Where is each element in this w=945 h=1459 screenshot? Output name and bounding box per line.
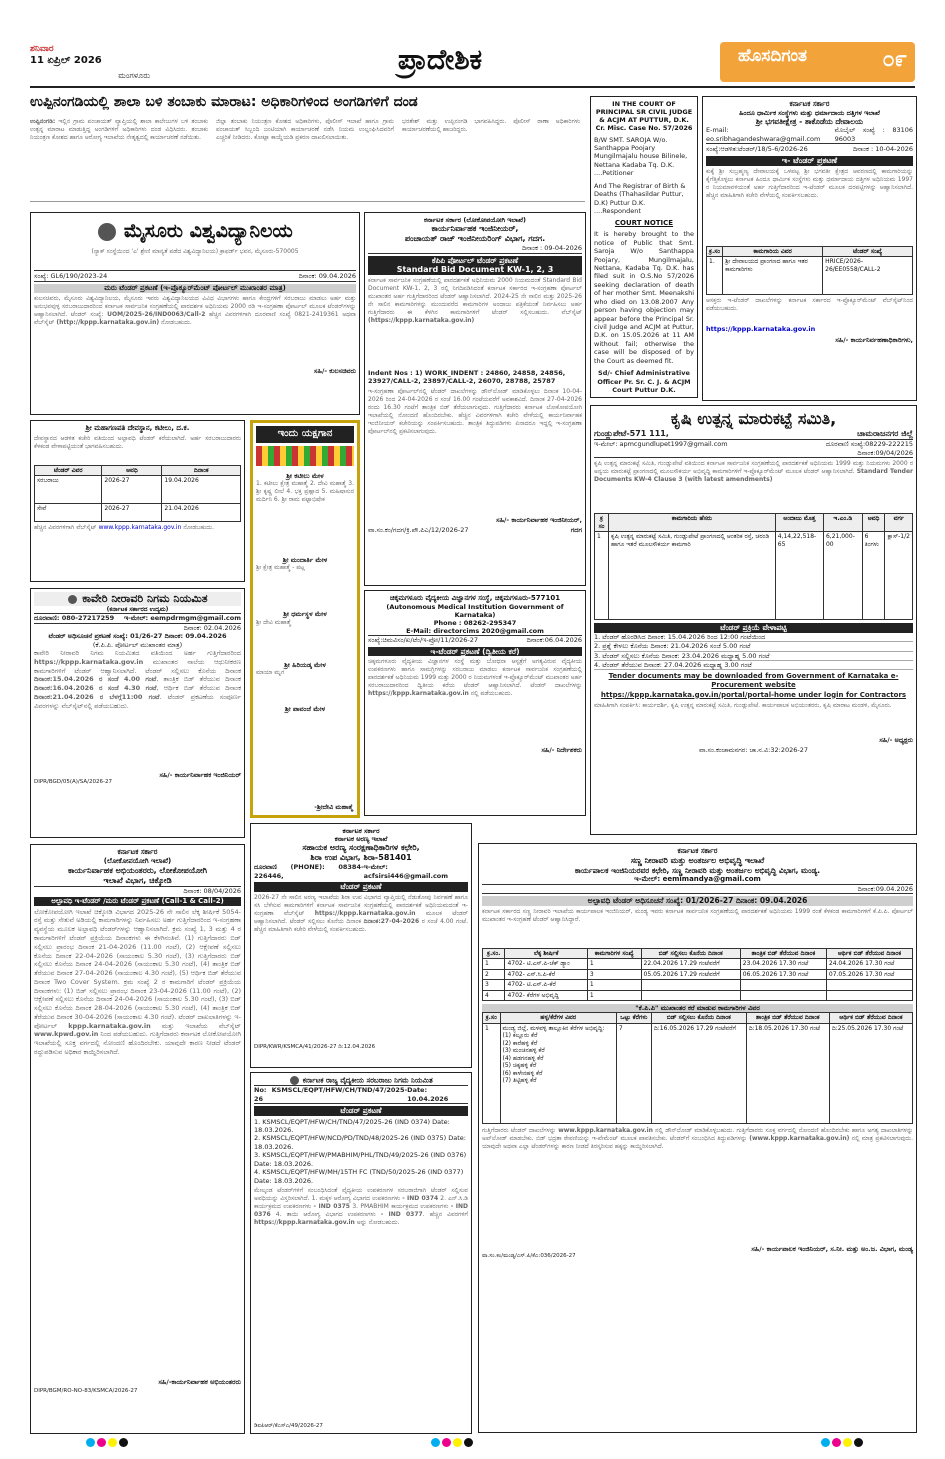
yakshagana-item: ಶ್ರೀ ಪಾವಂಜೆ ಮೇಳ [284, 705, 326, 714]
mysore-url[interactable]: (http://kppp.karnataka.gov.in) [56, 319, 160, 327]
cell: 1 [483, 959, 505, 970]
sira-office: ಸಹಾಯಕ ಅರಣ್ಯ ಸಂರಕ್ಷಣಾಧಿಕಾರಿಗಳ ಕಛೇರಿ, [302, 843, 420, 853]
mandya-email: ಇ-ಮೇಲ್: eemimandya@gmail.com [634, 875, 761, 884]
yakshagana-item: ಶ್ರೀ ಕಟೀಲು ಮೇಳ [286, 471, 324, 480]
apmc-step-4: 4. ಟೆಂಡರ್ ತೆರೆಯುವ ದಿನಾಂಕ: 27.04.2026 ಮಧ್ಯಾಹ್ನ 3.00 ಗಂಟೆ [594, 661, 913, 670]
temple-row-tender: HRICE/2026-26/EE0558/CALL-2 [823, 257, 913, 295]
gadag-place: ಗದಗ [570, 526, 582, 535]
ksmscl-ind-4: - IND 0377 [380, 1211, 423, 1219]
gadag-ref: ವಾ.ಸಂ.ಕಂ/ಗದಗ/ಕ್ರಿ.ಪೌ.ಪಿಎ/12/2026-27 [368, 526, 469, 535]
cims-ref: ಸಂಖ್ಯೆ:ಚಿಮವಿಸಂ/ಖ/ಟೆಂ/ಇ-ಪ್ರೋ/11/2026-27 [368, 636, 478, 645]
apmc-amount-2: 6,21,000-00 [823, 532, 862, 620]
pwd-chikkodi-tender [30, 844, 245, 1434]
chikkodi-tender: ಅಲ್ಪಾವಧಿ ಇ-ಟೆಂಡರ್ /ಮರು ಟೆಂಡರ್ ಪ್ರಕಟಣೆ (Call-1 & Call-2) [34, 897, 241, 906]
cmyk-dot [464, 1438, 473, 1447]
cell: 1 [587, 990, 641, 1001]
ksmscl-no-row [254, 1085, 468, 1104]
cims-url[interactable]: https://kppp.karnataka.gov.in [368, 690, 469, 698]
yakshagana-decor [256, 446, 354, 466]
mandya-tender-notice: ಅಲ್ಪಾವಧಿ ಟೆಂಡರ್ ಅಧಿಸೂಚನೆ ಸಂಖ್ಯೆ: 01/2026-27 ದಿನಾಂಕ: 09.04.2026 [482, 896, 913, 905]
table-row [483, 990, 913, 1001]
table-row: 1 ಕೃಷಿ ಉತ್ಪನ್ನ ಮಾರುಕಟ್ಟೆ ಸಮಿತಿ, ಗುಂಡ್ಲುಪೇಟೆ ಪ್ರಾಂಗಣದಲ್ಲಿ ಆಂತರಿಕ ರಸ್ತೆ, ಚರಂಡಿ ಹಾಗೂ ಇತರೆ ಮೂಲಸೌಕರ್ಯ ಕಾಮಗಾರಿ 4,14,22,518-65 6,21,000-00 6 ತಿಂಗಳು ಕ್ಲಾಸ್-1/2 [595, 532, 913, 620]
temple-contact [706, 126, 913, 143]
mysore-tender-title: ಮರು ಟೆಂಡರ್ ಪ್ರಕಟಣೆ (ಇ-ಪ್ರೊಕ್ಯೂರ್‌ಮೆಂಟ್ ಪೋರ್ಟಲ್ ಮುಖಾಂತರ ಮಾತ್ರ) [34, 284, 356, 293]
mandya-url-1[interactable]: www.kppp.karnataka.gov.in [558, 1126, 653, 1134]
respondent: And The Registrar of Birth & Deaths (Thahasildar Puttur, D.K) Puttur D.K. ....Respondent [594, 181, 686, 215]
yakshagana-item: ಶ್ರೀ ಧರ್ಮಸ್ಥಳ ಮೇಳ [283, 610, 327, 619]
apmc-url[interactable]: https://kppp.karnataka.gov.in/portal/portal-home under login for Contractors [600, 690, 907, 699]
apmc-table: ಕ್ರ ಸಂ ಕಾಮಗಾರಿಯ ಹೆಸರು ಅಂದಾಜು ಮೊತ್ತ ಇ.ಎಂ.ಡಿ ಅವಧಿ ವರ್ಗ 1 ಕೃಷಿ ಉತ್ಪನ್ನ ಮಾರುಕಟ್ಟೆ ಸಮಿತಿ, ಗುಂಡ್ಲುಪೇಟೆ ಪ್ರಾಂಗಣದಲ್ಲಿ ಆಂತರಿಕ ರಸ್ತೆ, ಚರಂಡಿ ಹಾಗೂ ಇತರೆ ಮೂಲಸೌಕರ್ಯ ಕಾಮಗಾರಿ 4,14,22,518-65 6,21,000-00 6 ತಿಂಗಳು ಕ್ಲಾಸ್-1/2 [594, 513, 913, 620]
color-marks-left [85, 1438, 129, 1450]
cell [826, 980, 912, 991]
apmc-phone: ದೂರವಾಣಿ ಸಂಖ್ಯೆ:08229-222215 [825, 440, 913, 449]
cims-body: ಚಿಕ್ಕಮಗಳೂರು ವೈದ್ಯಕೀಯ ವಿಜ್ಞಾನಗಳ ಸಂಸ್ಥೆ ಮತ್ತು ಬೋಧನಾ ಆಸ್ಪತ್ರೆಗೆ ಅಗತ್ಯವಿರುವ ವೈದ್ಯಕೀಯ ಉಪಕರಣಗಳು ಹಾಗೂ ಸಾಮಗ್ರಿಗಳನ್ನು ಸರಬರಾಜು ಮಾಡಲು ಕರ್ನಾಟಕ ಸಾರ್ವಜನಿಕ ಸಂಗ್ರಹಣೆಯಲ್ಲಿ ಪಾರದರ್ಶಕತೆ ಅಧಿನಿಯಮ 1999 ಮತ್ತು 2000 ರ ನಿಯಮಗಳಂತೆ ಇ-ಪ್ರೊಕ್ಯೂರ್‌ಮೆಂಟ್ ಮುಖಾಂತರ ಅರ್ಹ ಸರಬರಾಜುದಾರರಿಂದ ದ್ವಿತೀಯ ಕರೆಯ ಟೆಂಡರ್ ಆಹ್ವಾನಿಸಲಾಗಿದೆ. ಟೆಂಡರ್ ದಾಖಲೆಗಳನ್ನು https://kppp.karnataka.gov.in ನಲ್ಲಿ ಪಡೆಯಬಹುದು. [368, 658, 582, 698]
cell: 4702- ಎಸ್.ಸಿ.ಪಿ-ಕೆರೆ [505, 969, 587, 980]
cauvery-ref: DIPR/BGD/05(A)/SA/2026-27 [34, 779, 112, 786]
gadag-title-1: ಕೆಪಿಪಿ ಪೋರ್ಟಲ್ ಟೆಂಡರ್ ಪ್ರಕಟಣೆ [368, 256, 582, 265]
apmc-step-2: 2. ಪ್ರಶ್ನೆ ಕೇಳಲು ಕೊನೆಯ ದಿನಾಂಕ: 21.04.2026 ಸಂಜೆ 5.00 ಗಂಟೆ [594, 642, 913, 651]
apmc-tender [590, 405, 917, 835]
cims-title: ಚಿಕ್ಕಮಗಳೂರು ವೈದ್ಯಕೀಯ ವಿಜ್ಞಾನಗಳ ಸಂಸ್ಥೆ, ಚಿಕ್ಕಮಗಳೂರು-577101 [389, 594, 561, 602]
mysore-ref: ಸಂಖ್ಯೆ: GL6/190/2023-24 [34, 271, 108, 280]
headline: ಉಪ್ಪಿನಂಗಡಿಯಲ್ಲಿ ಶಾಲಾ ಬಳಿ ತಂಬಾಕು ಮಾರಾಟ: ಅಧಿಕಾರಿಗಳಿಂದ ಅಂಗಡಿಗಳಿಗೆ ದಂಡ [30, 94, 418, 110]
page-number: ೦೯ [882, 47, 907, 72]
date-label: 11 ಏಪ್ರಿಲ್ 2026 [30, 55, 102, 67]
yakshagana [250, 420, 360, 818]
mandya-dd3: ದಿ:25.05.2026 17.30 ಗಂಟೆ [829, 1023, 912, 1123]
apmc-download: Tender documents may be downloaded from Government of Karnataka e-Procurement website [608, 672, 899, 690]
cauvery-phone: ದೂರವಾಣಿ: 080-27217259 [34, 614, 115, 623]
temple-title: ಇ- ಟೆಂಡರ್ ಪ್ರಕಟಣೆ [706, 156, 913, 166]
gadag-office: ಕಾರ್ಯನಿರ್ವಾಹಕ ಇಂಜಿನೀಯರ್, [431, 224, 519, 234]
cmyk-dot [108, 1438, 117, 1447]
katil-url[interactable]: www.kppp.karnataka.gov.in [98, 524, 182, 532]
article-col-2: ಜಿಲ್ಲಾ ತಂಬಾಕು ನಿಯಂತ್ರಣ ಕೋಶದ ಅಧಿಕಾರಿಗಳು, ಪೊಲೀಸ್ ಇಲಾಖೆ ಹಾಗೂ ಗ್ರಾಮ ಪಂಚಾಯತ್ ಸಿಬ್ಬಂದಿ ಜಂಟಿಯಾಗಿ ಕಾರ್ಯಾಚರಣೆ ನಡೆಸಿ ನಿಯಮ ಉಲ್ಲಂಘಿಸಿದವರಿಗೆ ಎಚ್ಚರಿಕೆ ನೀಡಿದರು. ಕೋಟ್ಪಾ ಕಾಯ್ದೆಯಡಿ ಪ್ರಕರಣ ದಾಖಲಿಸಲಾಯಿತು. [216, 118, 394, 142]
ksmscl-ind-1: - IND 0374 [402, 1195, 439, 1203]
lake-item: (4) ಹಡಗನಹಳ್ಳಿ ಕೆರೆ [502, 1054, 544, 1062]
table-row [483, 959, 913, 970]
cims-en: (Autonomous Medical Institution Government of Karnataka) [386, 602, 564, 619]
yakshagana-detail: 1. ಕಟೀಲು ಕ್ಷೇತ್ರ ಮಹಾತ್ಮೆ 2. ದೇವಿ ಮಹಾತ್ಮೆ 3. ಶ್ರೀ ಕೃಷ್ಣ ಲೀಲೆ 4. ಭಕ್ತ ಪ್ರಹ್ಲಾದ 5. ಮಹಿಷಾಸುರ ಮರ್ದಿನಿ 6. ಶ್ರೀ ರಾಮ ಪಟ್ಟಾಭಿಷೇಕ [256, 479, 354, 504]
temple-row-no: 1. [707, 257, 723, 295]
mandya-body: ಕರ್ನಾಟಕ ಸರ್ಕಾರದ ಸಣ್ಣ ನೀರಾವರಿ ಇಲಾಖೆಯ ಕಾರ್ಯಪಾಲಕ ಇಂಜಿನಿಯರ್, ಮಂಡ್ಯ ಇವರು ಕರ್ನಾಟಕ ಸಾರ್ವಜನಿಕ ಸಂಗ್ರಹಣೆಯಲ್ಲಿ ಪಾರದರ್ಶಕತೆ ಅಧಿನಿಯಮ 1999 ರಂತೆ ಕೆಳಕಂಡ ಕಾಮಗಾರಿಗಳಿಗೆ ಕೆ.ಪಿ.ಪಿ. ಪೋರ್ಟಲ್ ಮುಖಾಂತರ ಇ-ಸಂಗ್ರಹಣೆ ಟೆಂಡರ್ ಆಹ್ವಾನಿಸಿದ್ದಾರೆ. [482, 907, 913, 923]
apmc-footer: ಮಾಹಿತಿಗಾಗಿ ಸಂಪರ್ಕಿಸಿ: ಕಾರ್ಯದರ್ಶಿ, ಕೃಷಿ ಉತ್ಪನ್ನ ಮಾರುಕಟ್ಟೆ ಸಮಿತಿ, ಗುಂಡ್ಲುಪೇಟೆ. ಕಾರ್ಯಪಾಲಕ ಅಭಿಯಂತರರು, ಕೃಷಿ ಮಾರಾಟ ಮಂಡಳಿ, ಮೈಸೂರು. [594, 701, 892, 709]
cell: 24.04.2026 17.30 ಗಂಟೆ [826, 959, 912, 970]
katil-footer: ಹೆಚ್ಚಿನ ವಿವರಗಳಿಗಾಗಿ ವೆಬ್‌ಸೈಟ್ www.kppp.karnataka.gov.in ನೋಡಬಹುದು. [34, 524, 214, 532]
emblem-icon [68, 595, 77, 604]
apmc-date: ದಿನಾಂಕ:09/04/2026 [594, 449, 913, 458]
cmyk-dot [119, 1438, 128, 1447]
apmc-contact-row [594, 439, 913, 448]
katil-table: ಟೆಂಡರ್ ವಿವರ ಅವಧಿ ದಿನಾಂಕ ಸರಬರಾಜು 2026-27 19.04.2026 ಸೇವೆ 2026-27 21.04.2026 [34, 465, 241, 523]
court-line-2: PRINCIPAL SR CIVIL JUDGE [595, 108, 693, 117]
table-row: ಸೇವೆ 2026-27 21.04.2026 [35, 504, 241, 522]
emblem-icon [290, 1076, 299, 1085]
mandya-sub-header: "ಕೆ.ಪಿ.ಪಿ" ಮುಖಾಂತರ ಕರೆ ಮಾಡುವ ಕಾಮಗಾರಿಗಳ ವಿವರ [482, 1004, 913, 1012]
mandya-gov: ಕರ್ನಾಟಕ ಸರ್ಕಾರ [677, 847, 718, 855]
apmc-district: ಚಾಮರಾಜನಗರ ಜಿಲ್ಲೆ [857, 429, 913, 438]
apmc-place-row [594, 429, 913, 439]
date-block [30, 44, 150, 81]
cmyk-dot [86, 1438, 95, 1447]
apmc-email: ಇ-ಮೇಲ್: apmcgundlupet1997@gmail.com [594, 440, 728, 449]
cmyk-dot [442, 1438, 451, 1447]
cims-ref-row [368, 635, 582, 644]
ksmscl-tender [250, 1072, 472, 1434]
day-label: ಶನಿವಾರ [30, 44, 54, 54]
gadag-url[interactable]: (https://kppp.karnataka.gov.in) [368, 317, 475, 325]
court-line-3: & ACJM AT PUTTUR, D.K. [599, 116, 689, 125]
mandya-sign: ಸಹಿ/- ಕಾರ್ಯಪಾಲಕ ಇಂಜಿನಿಯರ್, ಸ.ನೀ. ಮತ್ತು ಅಂ.ಜ. ವಿಭಾಗ, ಮಂಡ್ಯ [751, 1244, 913, 1253]
gadag-body: ಕರ್ನಾಟಕ ಸಾರ್ವಜನಿಕ ಸಂಗ್ರಹಣೆಯಲ್ಲಿ ಪಾರದರ್ಶಕತೆ ಅಧಿನಿಯಮ 2000 ನಿಯಮದಂತೆ Standard Bid Document KW-1, 2, 3 ರಲ್ಲಿ ನಿಗದಿಪಡಿಸಿದಂತೆ ಕರ್ನಾಟಕ ಸರ್ಕಾರದ ಇ-ಸಂಗ್ರಹಣಾ ಪೋರ್ಟಲ್ ಮುಖಾಂತರ ಅರ್ಹ ಗುತ್ತಿಗೆದಾರರಿಂದ ಟೆಂಡರ್ ಆಹ್ವಾನಿಸಲಾಗಿದೆ. 2024-25 ನೇ ಸಾಲಿನ ಮತ್ತು 2025-26 ನೇ ಸಾಲಿನ ಕಾಮಗಾರಿಗಳನ್ನು ಮುಂದುವರೆದ ಕಾಮಗಾರಿಗಳ ಅಂದಾಜು ಪತ್ರಿಕೆಯಂತೆ ನಿರ್ವಹಿಸಲು ಅರ್ಹ ಗುತ್ತಿಗೆದಾರರು ಈ ಕೆಳಗಿನ ಕಾಮಗಾರಿಗಳಿಗೆ ಟೆಂಡರ್ ಸಲ್ಲಿಸಬಹುದು. ವೆಬ್‌ಸೈಟ್ (https://kppp.karnataka.gov.in) [368, 276, 582, 325]
apmc-ref: ವಾ.ಸಂ.ಕಂಚಾಮನಗರ: ಚಾ.ನ.ವಿ:32:2026-27 [699, 746, 808, 755]
lake-item: (6) ಕಾಳೇನಹಳ್ಳಿ ಕೆರೆ [502, 1069, 543, 1077]
temple-date: ದಿನಾಂಕ : 10-04-2026 [852, 145, 913, 154]
mandya-table-2: ಕ್ರ.ಸಂ ಹಳ್ಳ/ಕೆರೆಗಳ ವಿವರ ಒಟ್ಟು ಕೆರೆಗಳು ಬಿಡ್ ಸಲ್ಲಿಸಲು ಕೊನೆಯ ದಿನಾಂಕ ತಾಂತ್ರಿಕ ಬಿಡ್ ತೆರೆಯುವ ದಿನಾಂಕ ಆರ್ಥಿಕ ಬಿಡ್ ತೆರೆಯುವ ದಿನಾಂಕ 1 ಮಂಡ್ಯ ಜಿಲ್ಲೆ, ಮಳವಳ್ಳಿ ತಾಲ್ಲೂಕಿನ ಕೆರೆಗಳ ಅಭಿವೃದ್ಧಿ: (1) ಕಲ್ಲೂರು ಕೆರೆ (2) ಕಾರೆಹಳ್ಳಿ ಕೆರೆ (3) ಮಂಚನಹಳ್ಳಿ ಕೆರೆ (4) ಹಡಗನಹಳ್ಳಿ ಕೆರೆ (5) ಚಿಕ್ಕಹಳ್ಳಿ ಕೆರೆ (6) ಕಾಳೇನಹಳ್ಳಿ ಕೆರೆ (7) ತಿಟ್ಟಿಹಳ್ಳಿ ಕೆರೆ 7 ದಿ:16.05.2026 17.29 ಗಂಟೆವರೆಗೆ ದಿ:18.05.2026 17.30 ಗಂಟೆ ದಿ:25.05.2026 17.30 ಗಂಟೆ [482, 1012, 913, 1124]
color-marks-right [820, 1438, 864, 1450]
cell: 4702- ಟಿ.ಎಸ್.ಪಿ-ಚೆಕ್ ಡ್ಯಾಂ [505, 959, 587, 970]
cauvery-url[interactable]: https://kppp.karnataka.gov.in [34, 657, 144, 666]
ksmscl-tender: ಟೆಂಡರ್ ಪ್ರಕಟಣೆ [254, 1106, 468, 1115]
temple-url[interactable]: https://kppp.karnataka.gov.in [706, 325, 816, 334]
temple-tender [702, 96, 917, 401]
cell: 05.05.2026 17.29 ಗಂಟೆವರೆಗೆ [641, 969, 740, 980]
katil-title: ಶ್ರೀ ಮಹಾಗಣಪತಿ ದೇವಸ್ಥಾನ, ಕಟೀಲು, ದ.ಕ. [85, 424, 190, 432]
katil-temple-tender [30, 420, 245, 582]
chikkodi-dept: (ಲೋಕೋಪಯೋಗಿ ಇಲಾಖೆ) [103, 856, 172, 865]
mysore-title-text: ಮೈಸೂರು ವಿಶ್ವವಿದ್ಯಾನಿಲಯ [123, 220, 293, 242]
temple-gov: ಕರ್ನಾಟಕ ಸರ್ಕಾರ [789, 100, 830, 108]
temple-ref-row [706, 143, 913, 153]
article-lead: ಉಪ್ಪಿನಂಗಡಿ: [30, 118, 56, 125]
cims-tender: ಇ-ಟೆಂಡರ್ ಪ್ರಕಟಣೆ (ದ್ವಿತೀಯ ಕರೆ) [368, 647, 582, 656]
sira-email: ಇ-ಮೇಲ್: acfsirsi446@gmail.com [363, 863, 449, 880]
cauvery-tender-notice: ಟೆಂಡರ್ ಅಧಿಸೂಚನೆ ಪ್ರಕಟಣೆ ಸಂಖ್ಯೆ: 01/26-27 ದಿನಾಂಕ: 09.04.2026 [48, 632, 227, 641]
temple-footer: ಆಸಕ್ತರು ಇ-ಟೆಂಡರ್ ದಾಖಲೆಗಳನ್ನು ಕರ್ನಾಟಕ ಸರ್ಕಾರದ ಇ-ಪ್ರೊಕ್ಯೂರ್‌ಮೆಂಟ್ ವೆಬ್‌ಸೈಟ್‌ನಿಂದ ಪಡೆಯಬಹುದು. [706, 297, 913, 313]
lake-item: (5) ಚಿಕ್ಕಹಳ್ಳಿ ಕೆರೆ [502, 1062, 537, 1070]
mandya-office-2: ಕಾರ್ಯಪಾಲಕ ಇಂಜಿನಿಯರವರ ಕಛೇರಿ, ಸಣ್ಣ ನೀರಾವರಿ ಮತ್ತು ಅಂತರ್ಜಲ ಅಭಿವೃದ್ಧಿ ವಿಭಾಗ, ಮಂಡ್ಯ. [574, 865, 821, 875]
yakshagana-detail: ಶ್ರೀ ಕ್ಷೇತ್ರ ಮಹಾತ್ಮೆ - ಪಟ್ಲ [256, 564, 305, 572]
cell: 3 [483, 980, 505, 991]
chikkodi-url-1[interactable]: kppp.karnataka.gov.in [68, 1021, 151, 1030]
logo [720, 42, 915, 82]
cell: 22.04.2026 17.29 ಗಂಟೆವರೆಗೆ [641, 959, 740, 970]
gadag-ref-row [368, 526, 582, 534]
sira-dept: ಕರ್ನಾಟಕ ಅರಣ್ಯ ಇಲಾಖೆ [334, 835, 388, 844]
temple-sign: ಸಹಿ/- ಕಾರ್ಯನಿರ್ವಹಣಾಧಿಕಾರಿಗಳು, [835, 335, 913, 344]
gadag-date: ದಿನಾಂಕ : 09-04-2026 [368, 244, 582, 253]
cell: 4 [483, 990, 505, 1001]
cell [740, 990, 826, 1001]
apmc-body: ಕೃಷಿ ಉತ್ಪನ್ನ ಮಾರುಕಟ್ಟೆ ಸಮಿತಿ, ಗುಂಡ್ಲುಪೇಟೆ ವತಿಯಿಂದ ಕರ್ನಾಟಕ ಸಾರ್ವಜನಿಕ ಸಂಗ್ರಹಣೆಯಲ್ಲಿ ಪಾರದರ್ಶಕತೆ ಅಧಿನಿಯಮ 1999 ಮತ್ತು ನಿಯಮಗಳು 2000 ರ ಅನ್ವಯ ಮಾರುಕಟ್ಟೆ ಪ್ರಾಂಗಣದಲ್ಲಿ ಮೂಲಸೌಕರ್ಯ ಅಭಿವೃದ್ಧಿ ಕಾಮಗಾರಿಗಳಿಗೆ ಇ-ಪ್ರೊಕ್ಯೂರ್‌ಮೆಂಟ್ ಮೂಲಕ ಟೆಂಡರ್ ಆಹ್ವಾನಿಸಲಾಗಿದೆ. Standard Tender Documents KW-4 Clause 3 (with latest amendments) [594, 460, 913, 484]
petitioner: B/W SMT. SAROJA W/o. Santhappa Poojary Mungilmajalu house Bilinele, Nettana Kadaba Tq. D.K. ....Petitioner [594, 135, 688, 178]
cims-phone: Phone : 08262-295347 [433, 619, 517, 627]
temple-col-work: ಕಾಮಗಾರಿಯ ವಿವರ [723, 246, 823, 257]
cauvery-date: ದಿನಾಂಕ: 02.04.2026 [183, 623, 241, 632]
mandya-dd2: ದಿ:18.05.2026 17.30 ಗಂಟೆ [746, 1023, 829, 1123]
gadag-sign: ಸಹಿ/- ಕಾರ್ಯನಿರ್ವಾಹಕ ಇಂಜಿನೀಯರ್, [496, 515, 582, 524]
mandya-tender [478, 843, 917, 1433]
emblem-icon [98, 223, 116, 241]
sira-date: ದಿನಾಂಕ:27-04-2026 [363, 917, 420, 925]
ksmscl-ref: ಡಿಐಪಿಆರ್/ಕೆಎಸ್‌ಎ/49/2026-27 [254, 1422, 323, 1429]
yakshagana-item: ಶ್ರೀ ಹಿರಿಯಡ್ಕ ಮೇಳ [284, 660, 326, 669]
mysore-tender-no: UOM/2025-26/IND0063/Call-2 [107, 311, 206, 319]
apmc-progress-title: ಟೆಂಡರ್ ಪ್ರಕ್ರಿಯೆ ವೇಳಾಪಟ್ಟಿ [594, 623, 913, 632]
cims-date: ದಿನಾಂಕ:06.04.2026 [526, 636, 582, 645]
lake-item: (1) ಕಲ್ಲೂರು ಕೆರೆ [502, 1032, 538, 1040]
mysore-address: (ನ್ಯಾಕ್ ಸಂಸ್ಥೆಯಿಂದ 'ಎ' ಶ್ರೇಣಿ ಮಾನ್ಯತೆ ಪಡೆದ ವಿಶ್ವವಿದ್ಯಾನಿಲಯ) ಕ್ರಾಫರ್ಡ್ ಭವನ, ಮೈಸೂರು-570005 [91, 247, 299, 255]
cmyk-dot [453, 1438, 462, 1447]
gadag-gov: ಕರ್ನಾಟಕ ಸರ್ಕಾರ (ಲೋಕೋಪಯೋಗಿ ಇಲಾಖೆ) [424, 216, 526, 224]
cell: 2 [483, 969, 505, 980]
ksmscl-url[interactable]: https://kppp.karnataka.gov.in [254, 1219, 355, 1227]
logo-text: ಹೊಸದಿಗಂತ [738, 46, 808, 66]
mysore-ref-row [34, 270, 356, 282]
ksmscl-date: Date: 10.04.2026 [407, 1086, 449, 1103]
cell: 07.05.2026 17.30 ಗಂಟೆ [826, 969, 912, 980]
cims-sign: ಸಹಿ/- ನಿರ್ದೇಶಕರು [541, 746, 582, 755]
temple-row-work: ಶ್ರೀ ದೇವಾಲಯದ ಪ್ರಾಂಗಣದ ಹಾಗೂ ಇತರ ಕಾಮಗಾರಿಗಳು [723, 257, 823, 295]
article-col-1: ಉಪ್ಪಿನಂಗಡಿ: ಇಲ್ಲಿನ ಗ್ರಾಮ ಪಂಚಾಯತ್ ವ್ಯಾಪ್ತಿಯಲ್ಲಿ ಶಾಲಾ ಕಾಲೇಜುಗಳ ಬಳಿ ತಂಬಾಕು ಉತ್ಪನ್ನ ಮಾರಾಟ ಮಾಡುತ್ತಿದ್ದ ಅಂಗಡಿಗಳಿಗೆ ಅಧಿಕಾರಿಗಳು ದಂಡ ವಿಧಿಸಿದರು. ತಂಬಾಕು ನಿಯಂತ್ರಣ ಕೋಶದ ಹಾಗೂ ಆರೋಗ್ಯ ಇಲಾಖೆಯ ನೇತೃತ್ವದಲ್ಲಿ ಕಾರ್ಯಾಚರಣೆ ನಡೆಯಿತು. [30, 118, 208, 142]
chikkodi-body: ಲೋಕೋಪಯೋಗಿ ಇಲಾಖೆ ಚಿಕ್ಕೋಡಿ ವಿಭಾಗದ 2025-26 ನೇ ಸಾಲಿನ ಲೆಕ್ಕ ಶೀರ್ಷಿಕೆ 5054-ರಸ್ತೆ ಮತ್ತು ಸೇತುವೆ ಅಡಿಯಲ್ಲಿ ಕಾಮಗಾರಿಗಳನ್ನು ನಿರ್ವಹಿಸಲು ಅರ್ಹ ಗುತ್ತಿಗೆದಾರರಿಂದ ಇ-ಸಂಗ್ರಹಣಾ ವ್ಯವಸ್ಥೆಯ ಮೂಲಕ ಅಲ್ಪಾವಧಿ ಟೆಂಡರ್‌ಗಳನ್ನು ಆಹ್ವಾನಿಸಲಾಗಿದೆ. ಕ್ರಮ ಸಂಖ್ಯೆ 1, 3 ಮತ್ತು 4 ರ ಕಾಮಗಾರಿಗಳಿಗೆ ಟೆಂಡರ್ ಪ್ರಕ್ರಿಯೆಯ ದಿನಾಂಕಗಳು ಈ ಕೆಳಗಿನಂತಿವೆ. (1) ಗುತ್ತಿಗೆದಾರರು ಬಿಡ್ ಸಲ್ಲಿಸಲು ಪ್ರಾರಂಭ ದಿನಾಂಕ 21-04-2026 (11.00 ಗಂಟೆ), (2) ಆಕ್ಷೇಪಣೆ ಸಲ್ಲಿಸಲು ಕೊನೆಯ ದಿನಾಂಕ 22-04-2026 (ಸಾಯಂಕಾಲ 5.30 ಗಂಟೆ), (3) ಗುತ್ತಿಗೆದಾರರು ಬಿಡ್ ಸಲ್ಲಿಸಲು ಕೊನೆಯ ದಿನಾಂಕ 24-04-2026 (ಸಾಯಂಕಾಲ 5.30 ಗಂಟೆ), (4) ತಾಂತ್ರಿಕ ಬಿಡ್ ತೆರೆಯುವ ದಿನಾಂಕ 27-04-2026 (ಸಾಯಂಕಾಲ 4.30 ಗಂಟೆ), (5) ಆರ್ಥಿಕ ಬಿಡ್ ತೆರೆಯುವ ದಿನಾಂಕ Two Cover System. ಕ್ರಮ ಸಂಖ್ಯೆ 2 ರ ಕಾಮಗಾರಿಗೆ ಟೆಂಡರ್ ಪ್ರಕ್ರಿಯೆಯ ದಿನಾಂಕಗಳು: (1) ಬಿಡ್ ಸಲ್ಲಿಸಲು ಪ್ರಾರಂಭ ದಿನಾಂಕ 23-04-2026 (11.00 ಗಂಟೆ), (2) ಆಕ್ಷೇಪಣೆ ಸಲ್ಲಿಸಲು ಕೊನೆಯ ದಿನಾಂಕ 24-04-2026 (ಸಾಯಂಕಾಲ 5.30 ಗಂಟೆ), (3) ಬಿಡ್ ಸಲ್ಲಿಸಲು ಕೊನೆಯ ದಿನಾಂಕ 28-04-2026 (ಸಾಯಂಕಾಲ 5.30 ಗಂಟೆ), (4) ತಾಂತ್ರಿಕ ಬಿಡ್ ತೆರೆಯುವ ದಿನಾಂಕ 30-04-2026 (ಸಾಯಂಕಾಲ 4.30 ಗಂಟೆ). ಟೆಂಡರ್ ದಾಖಲಾತಿಗಳನ್ನು ಇ-ಪೋರ್ಟಲ್ kppp.karnataka.gov.in ಮತ್ತು ಇಲಾಖೆಯ ವೆಬ್‌ಸೈಟ್ www.kpwd.gov.in ನಿಂದ ಪಡೆಯಬಹುದು. ಗುತ್ತಿಗೆದಾರರು ಕರ್ನಾಟಕ ಲೋಕೋಪಯೋಗಿ ಇಲಾಖೆಯಲ್ಲಿ ಸೂಕ್ತ ವರ್ಗದಲ್ಲಿ ನೋಂದಣಿ ಹೊಂದಿರಬೇಕು. ಯಾವುದೇ ಕಾರಣ ನೀಡದೆ ಟೆಂಡರ್ ರದ್ದುಪಡಿಸುವ ಅಧಿಕಾರ ಕಾಯ್ದಿರಿಸಲಾಗಿದೆ. [34, 907, 241, 1056]
mandya-url-2[interactable]: (www.kppp.karnataka.gov.in) [749, 1134, 850, 1142]
cauvery-title [34, 592, 241, 606]
court-line-1: IN THE COURT OF [612, 100, 676, 108]
cmyk-dot [843, 1438, 852, 1447]
chikkodi-ref: DIPR/BGM/RO-NO-83/KSMCA/2026-27 [34, 1388, 138, 1395]
gadag-indent: Indent Nos : 1) WORK_INDENT : 24860, 24858, 24856, 23927/CALL-2, 23897/CALL-2, 26070, 28788, 25787 [368, 368, 566, 386]
ksmscl-no: No: KSMSCL/EQPT/HFW/CH/TND/47/2025-26 [254, 1086, 408, 1103]
sira-office-2: ಶಿರಾ ಉಪ ವಿಭಾಗ, ಶಿರಾ-581401 [310, 853, 412, 863]
cell: 4702- ಕೆರೆಗಳ ಅಭಿವೃದ್ಧಿ [505, 990, 587, 1001]
cell [641, 990, 740, 1001]
yakshagana-detail: ಮಾಯಾ ಮೃಗ [256, 669, 285, 677]
ksmscl-ind-2: - IND 0375 [313, 1203, 350, 1211]
temple-table [706, 246, 913, 296]
sira-ref: DIPR/KWR/KSMCA/41/2026-27 ದಿ:12.04.2026 [254, 1043, 376, 1050]
masthead [30, 42, 915, 88]
chikkodi-office: ಕಾರ್ಯನಿರ್ವಾಹಕ ಅಭಿಯಂತರರು, ಲೋಕೋಪಯೋಗಿ [67, 865, 208, 875]
table-row: 1 ಮಂಡ್ಯ ಜಿಲ್ಲೆ, ಮಳವಳ್ಳಿ ತಾಲ್ಲೂಕಿನ ಕೆರೆಗಳ ಅಭಿವೃದ್ಧಿ: (1) ಕಲ್ಲೂರು ಕೆರೆ (2) ಕಾರೆಹಳ್ಳಿ ಕೆರೆ (3) ಮಂಚನಹಳ್ಳಿ ಕೆರೆ (4) ಹಡಗನಹಳ್ಳಿ ಕೆರೆ (5) ಚಿಕ್ಕಹಳ್ಳಿ ಕೆರೆ (6) ಕಾಳೇನಹಳ್ಳಿ ಕೆರೆ (7) ತಿಟ್ಟಿಹಳ್ಳಿ ಕೆರೆ 7 ದಿ:16.05.2026 17.29 ಗಂಟೆವರೆಗೆ ದಿ:18.05.2026 17.30 ಗಂಟೆ ದಿ:25.05.2026 17.30 ಗಂಟೆ [483, 1023, 913, 1123]
temple-name: ಶ್ರೀ ಭಗವತೀಕ್ಷೇತ್ರ - ತಾಕೊಡೆಯ ದೇವಾಲಯ [755, 116, 864, 126]
mandya-table: ಕ್ರ.ಸಂ. ಲೆಕ್ಕ ಶೀರ್ಷಿಕೆ ಕಾಮಗಾರಿಗಳ ಸಂಖ್ಯೆ ಬಿಡ್ ಸಲ್ಲಿಸಲು ಕೊನೆಯ ದಿನಾಂಕ ತಾಂತ್ರಿಕ ಬಿಡ್ ತೆರೆಯುವ ದಿನಾಂಕ ಆರ್ಥಿಕ ಬಿಡ್ ತೆರೆಯುವ ದಿನಾಂಕ 1 4702- ಟಿ.ಎಸ್.ಪಿ-ಚೆಕ್ ಡ್ಯಾಂ 1 22.04.2026 17.29 ಗಂಟೆವರೆಗೆ 23.04.2026 17.30 ಗಂಟೆ 24.04.2026 17.30 ಗಂಟೆ 2 4702- ಎಸ್.ಸಿ.ಪಿ-ಕೆರೆ 3 05.05.2026 17.29 ಗಂಟೆವರೆಗೆ 06.05.2026 17.30 ಗಂಟೆ 07.05.2026 17.30 ಗಂಟೆ 3 4702- ಟಿ.ಎಸ್.ಪಿ-ಕೆರೆ 1 4 4702- ಕೆರೆಗಳ ಅಭಿವೃದ್ಧಿ 1 [482, 948, 913, 1002]
cmyk-dot [431, 1438, 440, 1447]
gadag-body-2: ಇ-ಸಂಗ್ರಹಣಾ ಪೋರ್ಟಲ್‌ನಲ್ಲಿ ಟೆಂಡರ್ ದಾಖಲೆಗಳನ್ನು ಡೌನ್‌ಲೋಡ್ ಮಾಡಿಕೊಳ್ಳಲು ದಿನಾಂಕ 10-04-2026 ರಿಂದ 24-04-2026 ರ ಸಂಜೆ 16.00 ಗಂಟೆಯವರೆಗೆ ಅವಕಾಶವಿದೆ. ದಿನಾಂಕ 27-04-2026 ರಂದು 16.30 ಗಂಟೆಗೆ ತಾಂತ್ರಿಕ ಬಿಡ್ ತೆರೆಯಲಾಗುವುದು. ಗುತ್ತಿಗೆದಾರರು ಕರ್ನಾಟಕ ಲೋಕೋಪಯೋಗಿ ಇಲಾಖೆಯಲ್ಲಿ ನೋಂದಣಿ ಹೊಂದಿರಬೇಕು. ಹೆಚ್ಚಿನ ವಿವರಗಳಿಗಾಗಿ ಕಚೇರಿ ವೇಳೆಯಲ್ಲಿ ಕಾರ್ಯನಿರ್ವಾಹಕ ಇಂಜಿನೀಯರ್ ಕಚೇರಿಯನ್ನು ಸಂಪರ್ಕಿಸಬಹುದು. ತಾಂತ್ರಿಕ ತಿದ್ದುಪಡಿಗಳು ಏನಾದರೂ ಇದ್ದಲ್ಲಿ ಇ-ಸಂಗ್ರಹಣಾ ಪೋರ್ಟಲ್‌ನಲ್ಲಿ ಪ್ರಕಟಿಸಲಾಗುವುದು. [368, 387, 582, 436]
gadag-office-2: ಪಂಚಾಯತ್ ರಾಜ್ ಇಂಜಿನೀಯರಿಂಗ್ ವಿಭಾಗ, ಗದಗ. [404, 234, 546, 244]
temple-body: ಕುಕ್ಕೆ ಶ್ರೀ ಸುಬ್ರಹ್ಮಣ್ಯ ದೇವಾಲಯಕ್ಕೆ ಒಳಪಟ್ಟ ಶ್ರೀ ಭಗವತೀ ಕ್ಷೇತ್ರದ ಆವರಣದಲ್ಲಿ ಕಾಮಗಾರಿಯನ್ನು ಕೈಗೆತ್ತಿಕೊಳ್ಳಲು ಕರ್ನಾಟಕ ಹಿಂದೂ ಧಾರ್ಮಿಕ ಸಂಸ್ಥೆಗಳು ಮತ್ತು ಧರ್ಮಾದಾಯ ದತ್ತಿಗಳ ಅಧಿನಿಯಮ 1997 ರ ನಿಯಮಾವಳಿಯಂತೆ ಅರ್ಹ ಗುತ್ತಿಗೆದಾರರಿಂದ ಇ-ಟೆಂಡರ್ ಮೂಲಕ ದರಪಟ್ಟಿಗಳನ್ನು ಆಹ್ವಾನಿಸಲಾಗಿದೆ. ಹೆಚ್ಚಿನ ಮಾಹಿತಿಗಾಗಿ ಕಚೇರಿ ವೇಳೆಯಲ್ಲಿ ಸಂಪರ್ಕಿಸಬಹುದು. [706, 167, 913, 199]
apmc-title: ಕೃಷಿ ಉತ್ಪನ್ನ ಮಾರುಕಟ್ಟೆ ಸಮಿತಿ, [670, 409, 837, 428]
gadag-title-2: Standard Bid Document KW-1, 2, 3 [368, 265, 582, 275]
mandya-footer: ಗುತ್ತಿಗೆದಾರರು ಟೆಂಡರ್ ದಾಖಲೆಗಳನ್ನು www.kppp.karnataka.gov.in ನಲ್ಲಿ ಡೌನ್‌ಲೋಡ್ ಮಾಡಿಕೊಳ್ಳಬಹುದು. ಗುತ್ತಿಗೆದಾರರು ಸೂಕ್ತ ವರ್ಗದಲ್ಲಿ ನೋಂದಣಿ ಹೊಂದಿರಬೇಕು ಹಾಗೂ ಅಗತ್ಯ ದಾಖಲಾತಿಗಳನ್ನು ಅಪ್‌ಲೋಡ್ ಮಾಡಬೇಕು. ಬಿಡ್ ಭದ್ರತಾ ಠೇವಣಿಯನ್ನು ಇ-ಪೇಮೆಂಟ್ ಮೂಲಕ ಪಾವತಿಸಬೇಕು. ಟೆಂಡರ್‌ಗೆ ಸಂಬಂಧಿಸಿದ ತಿದ್ದುಪಡಿಗಳನ್ನು (www.kppp.karnataka.gov.in) ನಲ್ಲಿ ಮಾತ್ರ ಪ್ರಕಟಿಸಲಾಗುವುದು. ಯಾವುದೇ ಅಥವಾ ಎಲ್ಲಾ ಟೆಂಡರ್‌ಗಳನ್ನು ಕಾರಣ ನೀಡದೆ ತಿರಸ್ಕರಿಸುವ ಹಕ್ಕನ್ನು ಕಾಯ್ದಿರಿಸಲಾಗಿದೆ. [482, 1126, 913, 1150]
lake-item: (7) ತಿಟ್ಟಿಹಳ್ಳಿ ಕೆರೆ [502, 1077, 537, 1085]
headline-article [30, 116, 585, 202]
color-marks-center [430, 1438, 474, 1450]
cell: 23.04.2026 17.30 ಗಂಟೆ [740, 959, 826, 970]
city-label: ಮಂಗಳೂರು [118, 70, 150, 80]
mandya-date: ದಿನಾಂಕ:09.04.2026 [482, 884, 913, 894]
sira-phone: ದೂರವಾಣಿ (PHONE): 08384-226446, [254, 863, 364, 880]
cims-email: E-Mail: directorcims 2020@gmail.com [406, 627, 544, 636]
notice-title: COURT NOTICE [614, 219, 674, 228]
ksmscl-title-text: ಕರ್ನಾಟಕ ರಾಜ್ಯ ವೈದ್ಯಕೀಯ ಸರಬರಾಜು ನಿಗಮ ನಿಯಮಿತ [302, 1076, 433, 1085]
mysore-title [34, 216, 356, 248]
ksmscl-ind-3: - IND 0376 [254, 1203, 468, 1219]
cmyk-dot [821, 1438, 830, 1447]
cell [641, 980, 740, 991]
sira-title: ಟೆಂಡರ್ ಪ್ರಕಟಣೆ [254, 882, 468, 891]
cauvery-tender [30, 588, 245, 838]
cell [740, 980, 826, 991]
cauvery-d1: ದಿನಾಂಕ:15.04.2026 ರ ಸಂಜೆ 4.00 ಗಂಟೆ [34, 675, 157, 684]
apmc-step-3: 3. ಟೆಂಡರ್ ಸಲ್ಲಿಸಲು ಕೊನೆಯ ದಿನಾಂಕ: 23.04.2026 ಮಧ್ಯಾಹ್ನ 5.00 ಗಂಟೆ [594, 652, 913, 661]
cell: 1 [587, 980, 641, 991]
table-row [483, 980, 913, 991]
ksmscl-body: ಮೇಲ್ಕಂಡ ಟೆಂಡರ್‌ಗಳಿಗೆ ಸಂಬಂಧಿಸಿದಂತೆ ವೈದ್ಯಕೀಯ ಉಪಕರಣಗಳ ಸರಬರಾಜಿಗಾಗಿ ಟೆಂಡರ್ ಸಲ್ಲಿಸುವ ಅವಧಿಯನ್ನು ವಿಸ್ತರಿಸಲಾಗಿದೆ. 1. ಮಕ್ಕಳ ಆರೋಗ್ಯ ವಿಭಾಗದ ಉಪಕರಣಗಳು - IND 0374 2. ಎನ್.ಸಿ.ಡಿ ಕಾರ್ಯಕ್ರಮದ ಉಪಕರಣಗಳು - IND 0375 3. PMABHIM ಕಾರ್ಯಕ್ರಮದ ಉಪಕರಣಗಳು - IND 0376 4. ತಾಯಿ ಆರೋಗ್ಯ ವಿಭಾಗದ ಉಪಕರಣಗಳು - IND 0377. ಹೆಚ್ಚಿನ ವಿವರಗಳಿಗೆ https://kppp.karnataka.gov.in ಅನ್ನು ನೋಡಬಹುದು. [254, 1187, 468, 1227]
mandya-ref: ವಾ.ಸಂ.ಕಂ/ಮಂಡ್ಯ/ಎಸ್.ಪಿ/ಕೆಎ:036/2026-27 [482, 1253, 576, 1260]
cauvery-contact [34, 613, 241, 623]
chikkodi-sign: ಸಹಿ/-ಕಾರ್ಯನಿರ್ವಾಹಕ ಅಭಿಯಂತರರು [158, 1377, 241, 1386]
lake-item: (2) ಕಾರೆಹಳ್ಳಿ ಕೆರೆ [502, 1039, 538, 1047]
temple-col-no: ಕ್ರ.ಸಂ [707, 246, 723, 257]
temple-ref: ಸಂಖ್ಯೆ:ಆಡಳಿತ:ಟೆಂಡರ್/18/5-6/2026-26 [706, 145, 808, 154]
table-row [707, 257, 913, 295]
cauvery-sub: (ಕರ್ನಾಟಕ ಸರ್ಕಾರದ ಉದ್ಯಮ) [106, 605, 169, 613]
table-row [483, 969, 913, 980]
section-title: ಪ್ರಾದೇಶಿಕ [397, 43, 483, 76]
court-sign: Sd/- Chief Administrative Officer Pr. Sr. C. J. & ACJM Court Puttur D.K. [597, 369, 691, 395]
cmyk-dot [97, 1438, 106, 1447]
chikkodi-url-2[interactable]: www.kpwd.gov.in [34, 1030, 99, 1039]
temple-phone: ಮೊಬೈಲ್ ಸಂಖ್ಯೆ : 83106 96003 [834, 126, 913, 143]
ksmscl-list-item: 3. KSMSCL/EQPT/HFW/PMABHIM/PHL/TND/49/2025-26 (IND 0376) Date: 18.03.2026. [254, 1151, 467, 1168]
cell [826, 990, 912, 1001]
cmyk-dot [832, 1438, 841, 1447]
mysore-sign: ಸಹಿ/- ಕುಲಸಚಿವರು [314, 366, 356, 375]
lake-item: (3) ಮಂಚನಹಳ್ಳಿ ಕೆರೆ [502, 1047, 545, 1055]
chikkodi-gov: ಕರ್ನಾಟಕ ಸರ್ಕಾರ [117, 848, 158, 856]
pwd-gadag-tender [364, 212, 586, 586]
cell: 3 [587, 969, 641, 980]
ksmscl-list-item: 4. KSMSCL/EQPT/HFW/MH/15TH FC (TND/50/2025-26 (IND 0377) Date: 18.03.2026. [254, 1168, 464, 1185]
mysore-body: ಕುಲಸಚಿವರು, ಮೈಸೂರು ವಿಶ್ವವಿದ್ಯಾನಿಲಯ, ಮೈಸೂರು ಇವರು ವಿಶ್ವವಿದ್ಯಾನಿಲಯದ ವಿವಿಧ ವಿಭಾಗಗಳು ಹಾಗೂ ಕೇಂದ್ರಗಳಿಗೆ ಸರಬರಾಜು ಮಾಡಲು ಅರ್ಹ ಮತ್ತು ಅನುಭವವುಳ್ಳ ಸರಬರಾಜುದಾರರಿಂದ ಕರ್ನಾಟಕ ಸಾರ್ವಜನಿಕ ಸಂಗ್ರಹಣೆಯಲ್ಲಿ ಪಾರದರ್ಶಕ ಅಧಿನಿಯಮ 2000 ರಡಿ ಇ-ಸಂಗ್ರಹಣಾ ಪೋರ್ಟಲ್ ಮೂಲಕ ಟೆಂಡರ್‌ಗಳನ್ನು ಆಹ್ವಾನಿಸಲಾಗಿದೆ. ಟೆಂಡರ್ ಸಂಖ್ಯೆ: UOM/2025-26/IND0063/Call-2 ಹೆಚ್ಚಿನ ವಿವರಗಳಿಗಾಗಿ ದೂರವಾಣಿ ಸಂಖ್ಯೆ 0821-2419361 ಅಥವಾ ವೆಬ್‌ಸೈಟ್ (http://kppp.karnataka.gov.in) ನೋಡಬಹುದು. [34, 294, 356, 327]
yakshagana-list [256, 472, 354, 714]
table-row: ಸರಬರಾಜು 2026-27 19.04.2026 [35, 476, 241, 504]
mysore-university [30, 212, 360, 415]
notice-body: It is hereby brought to the notice of Public that Smt. Saroja W/o Santhappa Poojary, Mungilmajalu, Nettana, Kadaba Tq. D.K. has filed suit in O.S.No 57/2026 seeking declaration of death of her mother Smt. Meenakshi who died on 13.08.2007 Any person having objection may appear before the Principal Sr. civil Judge and ACJM at Puttur, D.K. on 15.05.2026 at 11 AM without fail; otherwise the case will be disposed of by the Court as deemed fit. [594, 230, 694, 365]
sira-contact [254, 863, 468, 880]
chikkodi-date: ದಿನಾಂಕ: 08/04/2026 [34, 886, 241, 895]
cauvery-d2: ದಿನಾಂಕ:16.04.2026 ರ ಸಂಜೆ 4.30 ಗಂಟೆ [34, 684, 157, 693]
apmc-place: ಗುಂಡ್ಲುಪೇಟೆ-571 111, [594, 429, 669, 438]
ksmscl-title [254, 1076, 468, 1085]
cell: 4702- ಟಿ.ಎಸ್.ಪಿ-ಕೆರೆ [505, 980, 587, 991]
chikmagalur-tender [364, 590, 586, 816]
cauvery-title-text: ಕಾವೇರಿ ನೀರಾವರಿ ನಿಗಮ ನಿಯಮಿತ [82, 592, 208, 605]
ksmscl-list-item: 2. KSMSCL/EQPT/HFW/NCD/PD/TND/48/2025-26 (IND 0375) Date: 18.03.2026. [254, 1134, 466, 1151]
case-number: Cr. Misc. Case No. 57/2026 [595, 124, 693, 133]
yakshagana-sign: -ಶ್ರೀದೇವಿ ಮಹಾತ್ಮೆ [314, 802, 353, 811]
apmc-step-1: 1. ಟೆಂಡರ್ ಹೊರಡಿಸಿದ ದಿನಾಂಕ: 15.04.2026 ರಿಂದ 12:00 ಗಂಟೆಯಿಂದ [594, 633, 913, 642]
ksmscl-list-item: 1. KSMSCL/EQPT/HFW/CH/TND/47/2025-26 (IND 0374) Date: 18.03.2026. [254, 1117, 450, 1134]
cauvery-body: ಕಾವೇರಿ ನೀರಾವರಿ ನಿಗಮ ನಿಯಮಿತದ ವತಿಯಿಂದ ಅರ್ಹ ಗುತ್ತಿಗೆದಾರರಿಂದ https://kppp.karnataka.gov.in ಮುಖಾಂತರ ನಾಲೆಯ ಆಧುನೀಕರಣ ಕಾಮಗಾರಿಗಳಿಗೆ ಟೆಂಡರ್ ಆಹ್ವಾನಿಸಲಾಗಿದೆ. ಟೆಂಡರ್ ಸಲ್ಲಿಸಲು ಕೊನೆಯ ದಿನಾಂಕ ದಿನಾಂಕ:15.04.2026 ರ ಸಂಜೆ 4.00 ಗಂಟೆ, ತಾಂತ್ರಿಕ ಬಿಡ್ ತೆರೆಯುವ ದಿನಾಂಕ ದಿನಾಂಕ:16.04.2026 ರ ಸಂಜೆ 4.30 ಗಂಟೆ, ಆರ್ಥಿಕ ಬಿಡ್ ತೆರೆಯುವ ದಿನಾಂಕ ದಿನಾಂಕ:21.04.2026 ರ ಬೆಳಗ್ಗೆ11:00 ಗಂಟೆ. ಟೆಂಡರ್ ಪ್ರಕಟಣೆಯ ಸಂಪೂರ್ಣ ವಿವರಗಳನ್ನು ವೆಬ್‌ಸೈಟ್‌ನಲ್ಲಿ ಪಡೆಯಬಹುದು. [34, 649, 241, 710]
mandya-dd1: ದಿ:16.05.2026 17.29 ಗಂಟೆವರೆಗೆ [651, 1023, 746, 1123]
yakshagana-item: ಶ್ರೀ ಮಂದಾರ್ತಿ ಮೇಳ [282, 555, 328, 564]
sira-gov: ಕರ್ನಾಟಕ ಸರ್ಕಾರ [342, 827, 380, 835]
katil-body: ದೇವಸ್ಥಾನದ ಆಡಳಿತ ಕಚೇರಿ ವತಿಯಿಂದ ಅಲ್ಪಾವಧಿ ಟೆಂಡರ್ ಕರೆಯಲಾಗಿದೆ. ಅರ್ಹ ಸರಬರಾಜುದಾರರು ಕೆಳಕಂಡ ವೇಳಾಪಟ್ಟಿಯಂತೆ ಭಾಗವಹಿಸಬಹುದು. [34, 434, 241, 450]
mysore-date: ದಿನಾಂಕ: 09.04.2026 [298, 271, 356, 280]
sira-forest-tender [250, 823, 472, 1068]
cauvery-sign: ಸಹಿ/- ಕಾರ್ಯನಿರ್ವಾಹಕ ಇಂಜಿನಿಯರ್ [159, 771, 241, 779]
cauvery-d3: ದಿನಾಂಕ:21.04.2026 ರ ಬೆಳಗ್ಗೆ11:00 ಗಂಟೆ [34, 692, 160, 701]
temple-col-tender: ಟೆಂಡರ್ ಸಂಖ್ಯೆ [823, 246, 913, 257]
sira-body: 2026-27 ನೇ ಸಾಲಿನ ಅರಣ್ಯ ಇಲಾಖೆಯ ಶಿರಾ ಉಪ ವಿಭಾಗದ ವ್ಯಾಪ್ತಿಯಲ್ಲಿ ನೆಡುತೋಪು ನಿರ್ವಹಣೆ ಹಾಗೂ ಸಸಿ ಬೆಳೆಸುವ ಕಾಮಗಾರಿಗಳಿಗೆ ಕರ್ನಾಟಕ ಸಾರ್ವಜನಿಕ ಸಂಗ್ರಹಣೆಯಲ್ಲಿ ಪಾರದರ್ಶಕತೆ ಅಧಿನಿಯಮದಂತೆ ಇ-ಸಂಗ್ರಹಣಾ ವೆಬ್‌ಸೈಟ್ https://kppp.karnataka.gov.in ಮೂಲಕ ಟೆಂಡರ್ ಆಹ್ವಾನಿಸಲಾಗಿದೆ. ಟೆಂಡರ್ ಸಲ್ಲಿಸಲು ಕೊನೆಯ ದಿನಾಂಕ ದಿನಾಂಕ:27-04-2026 ರ ಸಂಜೆ 4.00 ಗಂಟೆ. ಹೆಚ್ಚಿನ ಮಾಹಿತಿಗಾಗಿ ಕಚೇರಿ ವೇಳೆಯಲ್ಲಿ ಸಂಪರ್ಕಿಸಬಹುದು. [254, 893, 468, 933]
cauvery-email: ಇ-ಮೇಲ್: eempdrmgm@gmail.com [123, 614, 241, 623]
article-col-3: ಭರತೇಶ್ ಮತ್ತು ಉಪ್ಪಿನಂಗಡಿ ಭಾಗವಹಿಸಿದ್ದರು. ಪೊಲೀಸ್ ಠಾಣಾ ಅಧಿಕಾರಿಗಳು ಕಾರ್ಯಾಚರಣೆಯಲ್ಲಿ ಹಾಜರಿದ್ದರು. [402, 118, 580, 134]
sira-url[interactable]: https://kppp.karnataka.gov.in [314, 909, 416, 917]
apmc-amount-1: 4,14,22,518-65 [775, 532, 823, 620]
temple-dept: ಹಿಂದೂ ಧಾರ್ಮಿಕ ಸಂಸ್ಥೆಗಳು ಮತ್ತು ಧರ್ಮಾದಾಯ ದತ್ತಿಗಳ ಇಲಾಖೆ [739, 108, 880, 117]
yakshagana-title: ಇಂದು ಯಕ್ಷಗಾನ [256, 426, 354, 443]
cell: 1 [587, 959, 641, 970]
apmc-std: Standard Tender Documents KW-4 Clause 3 (with latest amendments) [594, 468, 913, 484]
yakshagana-detail: ಶ್ರೀ ದೇವಿ ಮಹಾತ್ಮೆ [256, 618, 292, 626]
chikkodi-office-2: ಇಲಾಖೆ ವಿಭಾಗ, ಚಿಕ್ಕೋಡಿ [103, 875, 172, 885]
cell: 06.05.2026 17.30 ಗಂಟೆ [740, 969, 826, 980]
court-notice [590, 96, 698, 398]
mandya-office: ಸಣ್ಣ ನೀರಾವರಿ ಮತ್ತು ಅಂತರ್ಜಲ ಅಭಿವೃದ್ಧಿ ಇಲಾಖೆ [630, 855, 765, 865]
cmyk-dot [854, 1438, 863, 1447]
apmc-sign: ಸಹಿ/- ಅಧ್ಯಕ್ಷರು [879, 735, 913, 744]
temple-email: E-mail: eo.sribhagandeshwara@gmail.com [706, 126, 821, 143]
cauvery-sub2: (ಕೆ.ಪಿ.ಪಿ. ಪೋರ್ಟಲ್ ಮುಖಾಂತರ ಮಾತ್ರ) [92, 640, 183, 649]
